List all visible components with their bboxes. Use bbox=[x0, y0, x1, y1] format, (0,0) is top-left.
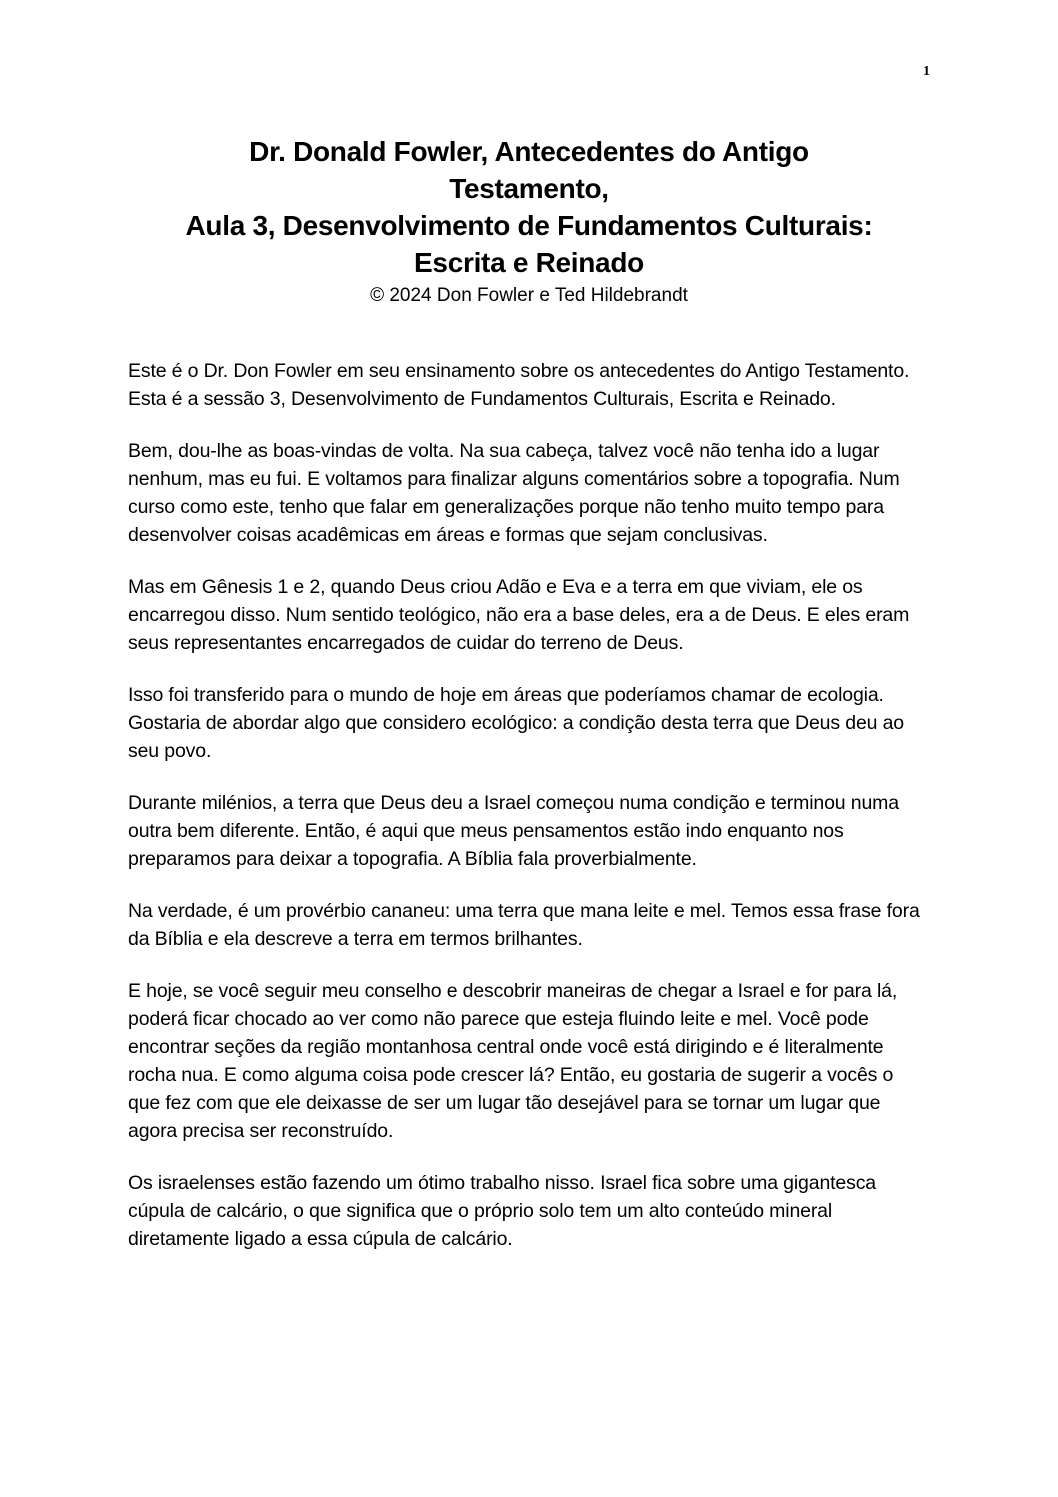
document-title-line-1: Dr. Donald Fowler, Antecedentes do Antigo bbox=[249, 136, 809, 167]
paragraph-7: E hoje, se você seguir meu conselho e descobrir maneiras de chegar a Israel e for para lá, poderá ficar chocado ao ver como não parece que esteja fluindo leite e mel. Você pode encontrar seções da região montanhosa central onde você está dirigindo e é literalmente rocha nua. E como alguma coisa pode crescer lá? Então, eu gostaria de sugerir a vocês o que fez com que ele deixasse de ser um lugar tão desejável para se tornar um lugar que agora precisa ser reconstruído. bbox=[128, 980, 898, 1142]
copyright-notice: © 2024 Don Fowler e Ted Hildebrandt bbox=[370, 285, 688, 306]
paragraph-4: Isso foi transferido para o mundo de hoje em áreas que poderíamos chamar de ecologia. Gostaria de abordar algo que considero ecológico: a condição desta terra que Deus deu ao seu povo. bbox=[128, 684, 904, 762]
paragraph-5: Durante milénios, a terra que Deus deu a Israel começou numa condição e terminou numa outra bem diferente. Então, é aqui que meus pensamentos estão indo enquanto nos preparamos para deixar a topografia. A Bíblia fala proverbialmente. bbox=[128, 792, 899, 870]
document-title-line-3: Aula 3, Desenvolvimento de Fundamentos Culturais: bbox=[185, 210, 873, 241]
document-body bbox=[128, 357, 930, 1277]
paragraph-1: Este é o Dr. Don Fowler em seu ensinamento sobre os antecedentes do Antigo Testamento. Esta é a sessão 3, Desenvolvimento de Fundamentos Culturais, Escrita e Reinado. bbox=[128, 360, 910, 410]
page-number: 1 bbox=[923, 64, 930, 79]
document-title-line-2: Testamento, bbox=[449, 173, 609, 204]
document-title-line-4: Escrita e Reinado bbox=[414, 247, 644, 278]
paragraph-6: Na verdade, é um provérbio cananeu: uma terra que mana leite e mel. Temos essa frase fora da Bíblia e ela descreve a terra em termos brilhantes. bbox=[128, 900, 920, 950]
paragraph-8: Os israelenses estão fazendo um ótimo trabalho nisso. Israel fica sobre uma gigantesca cúpula de calcário, o que significa que o próprio solo tem um alto conteúdo mineral diretamente ligado a essa cúpula de calcário. bbox=[128, 1172, 877, 1250]
paragraph-3: Mas em Gênesis 1 e 2, quando Deus criou Adão e Eva e a terra em que viviam, ele os encarregou disso. Num sentido teológico, não era a base deles, era a de Deus. E eles eram seus representantes encarregados de cuidar do terreno de Deus. bbox=[128, 576, 910, 654]
paragraph-2: Bem, dou-lhe as boas-vindas de volta. Na sua cabeça, talvez você não tenha ido a lugar nenhum, mas eu fui. E voltamos para finalizar alguns comentários sobre a topografia. Num curso como este, tenho que falar em generalizações porque não tenho muito tempo para desenvolver coisas acadêmicas em áreas e formas que sejam conclusivas. bbox=[128, 440, 900, 546]
document-title-block bbox=[128, 133, 930, 309]
